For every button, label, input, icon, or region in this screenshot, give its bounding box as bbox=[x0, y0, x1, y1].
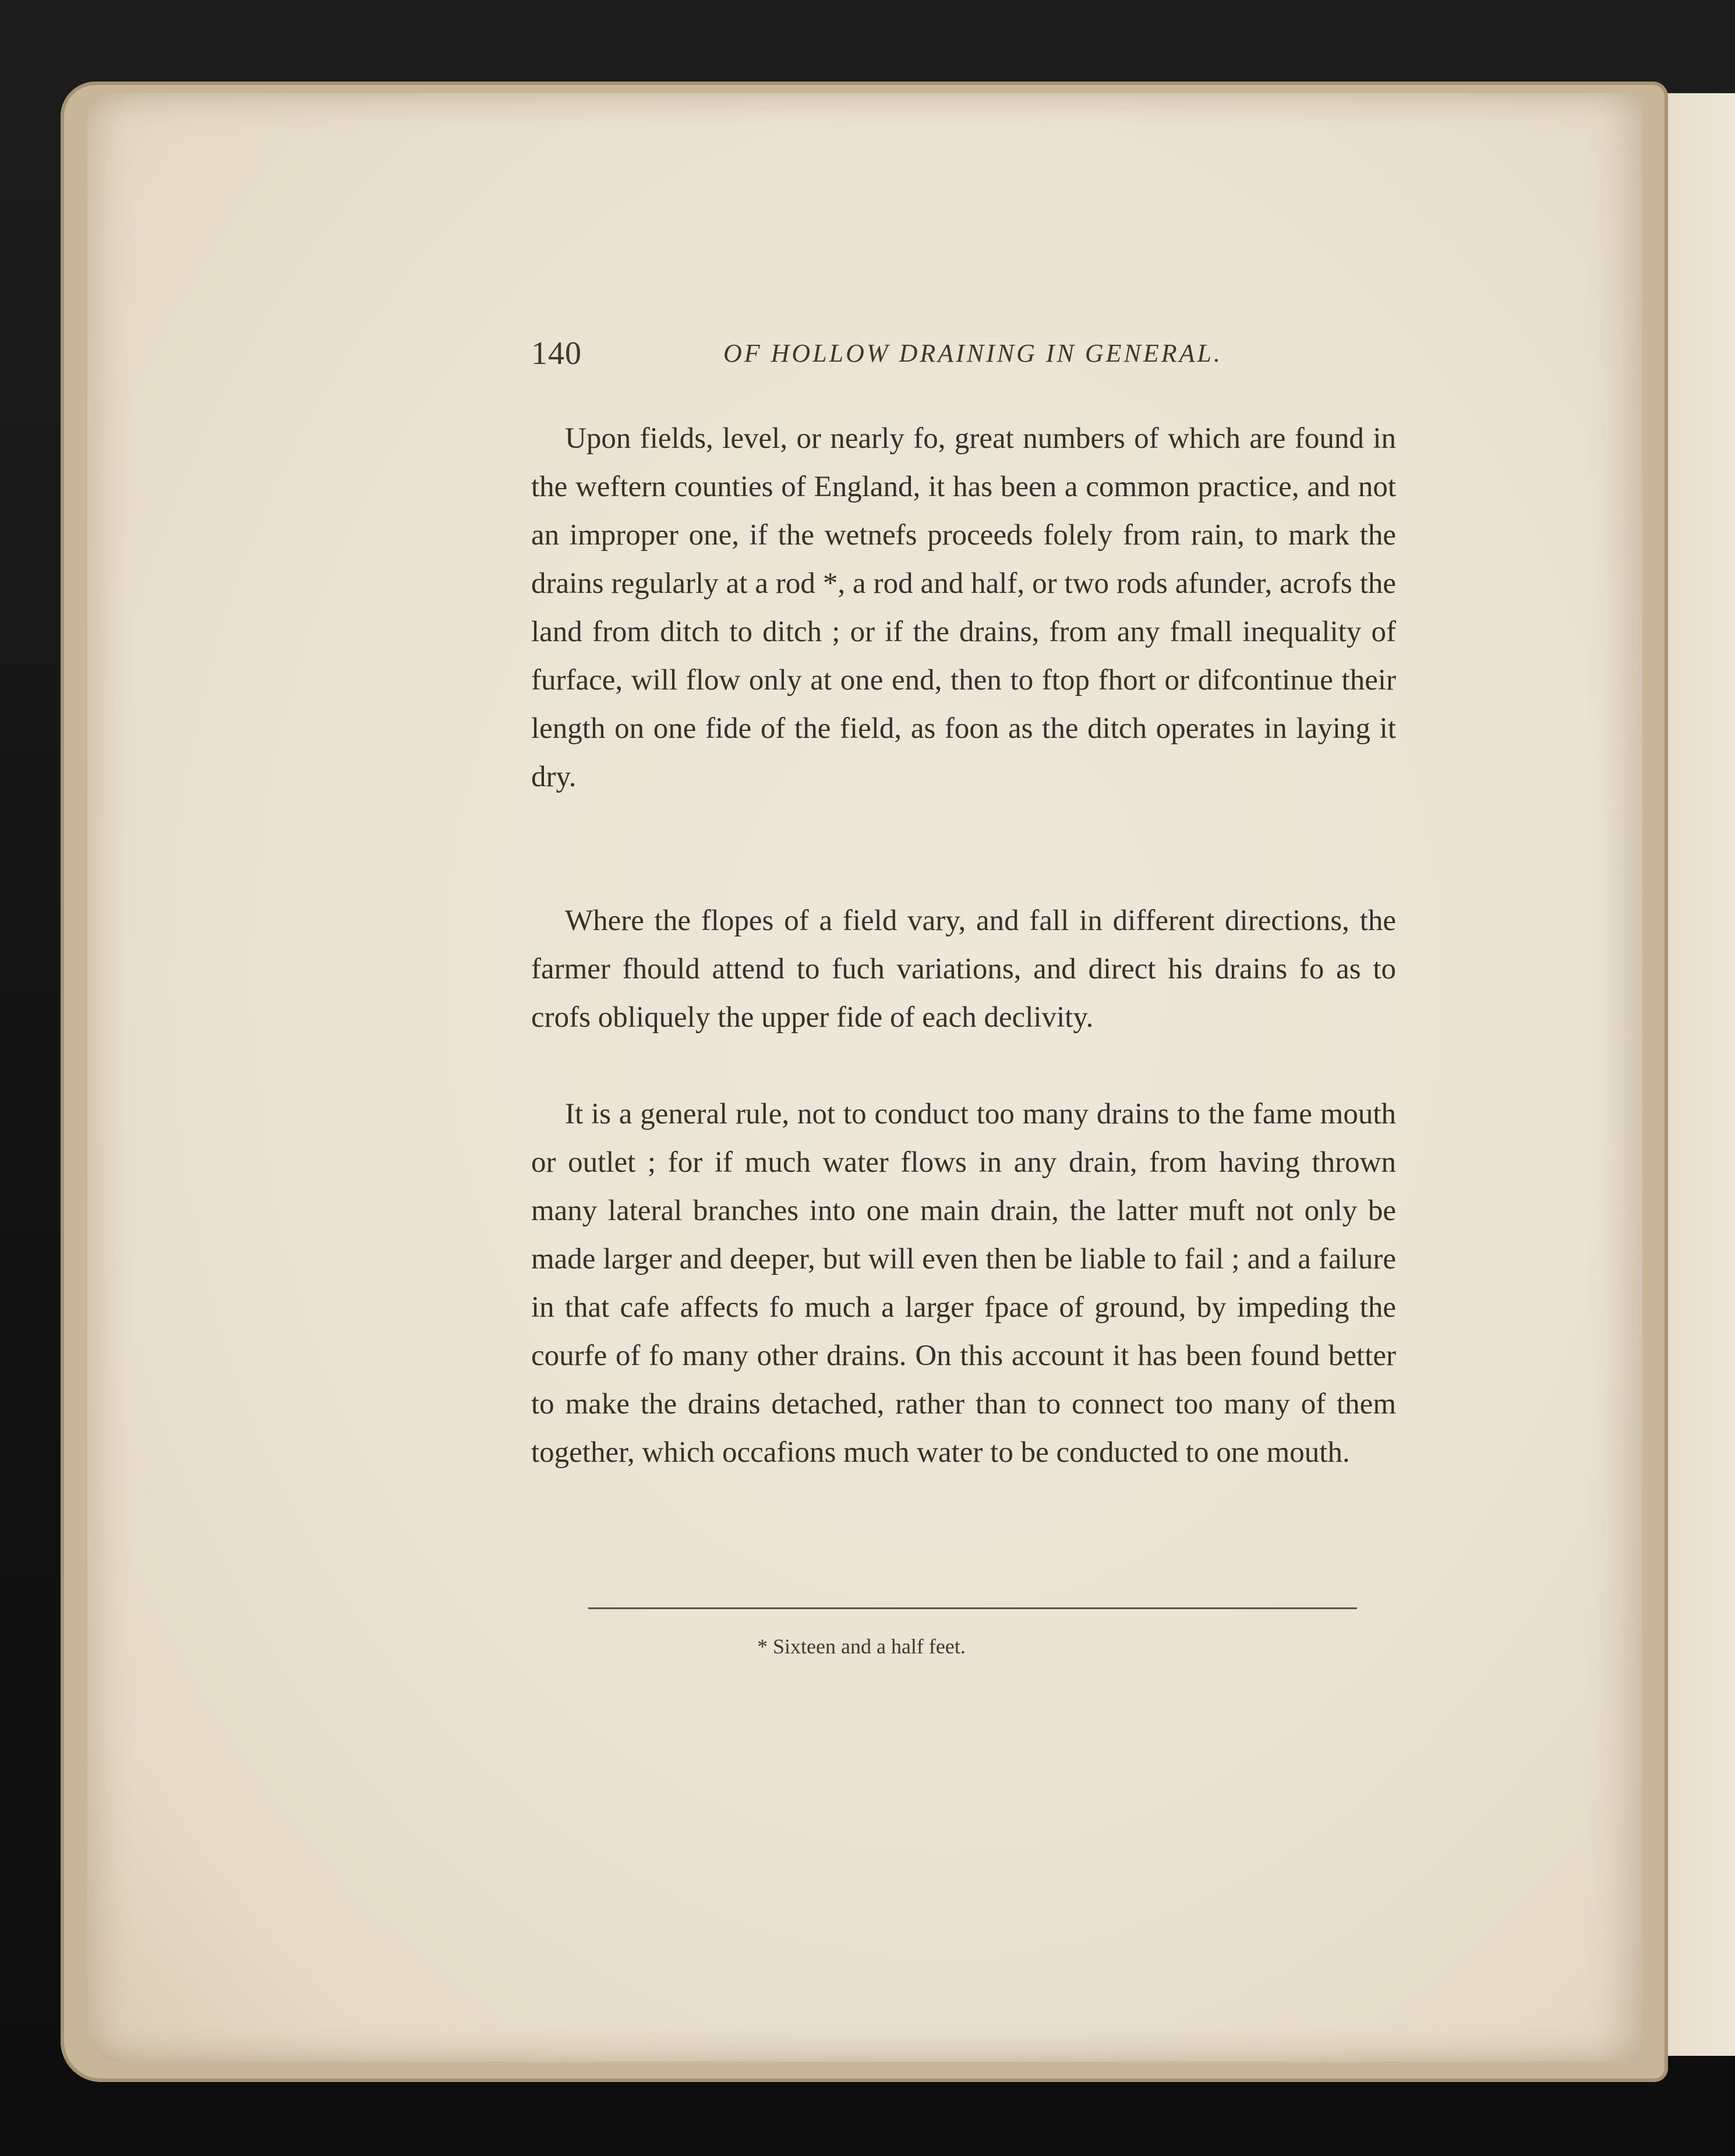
footnote-rule bbox=[588, 1607, 1357, 1609]
footnote: * Sixteen and a half feet. bbox=[757, 1635, 966, 1658]
paragraph-general-rule: It is a general rule, not to conduct too many drains to the fame mouth or outlet ; for if much water flows in any drain, from having thrown many lateral branches into one main drain, the latter muft not only be made larger and deeper, but will even then be liable to fail ; and a failure in that cafe affects fo much a larger fpace of ground, by impeding the courfe of fo many other drains. On this account it has been found better to make the drains detached, rather than to connect too many of them together, which occafions much water to be conducted to one mouth. bbox=[531, 1098, 1396, 1469]
page-header bbox=[531, 335, 1405, 381]
paragraph-upon-fields: Upon fields, level, or nearly fo, great numbers of which are found in the weftern counties of England, it has been a common practice, and not an improper one, if the wetnefs proceeds folely from rain, to mark the drains regularly at a rod *, a rod and half, or two rods afunder, acrofs the land from ditch to ditch ; or if the drains, from any fmall inequality of furface, will flow only at one end, then to ftop fhort or difcontinue their length on one fide of the field, as foon as the ditch operates in laying it dry. bbox=[531, 422, 1396, 793]
book-page bbox=[87, 93, 1642, 2062]
paragraph-where-slopes: Where the flopes of a field vary, and fall in different directions, the farmer fhould attend to fuch variations, and direct his drains fo as to crofs obliquely the upper fide of each declivity. bbox=[531, 904, 1396, 1034]
page-number: 140 bbox=[531, 335, 582, 372]
running-head: OF HOLLOW DRAINING IN GENERAL. bbox=[723, 339, 1222, 367]
